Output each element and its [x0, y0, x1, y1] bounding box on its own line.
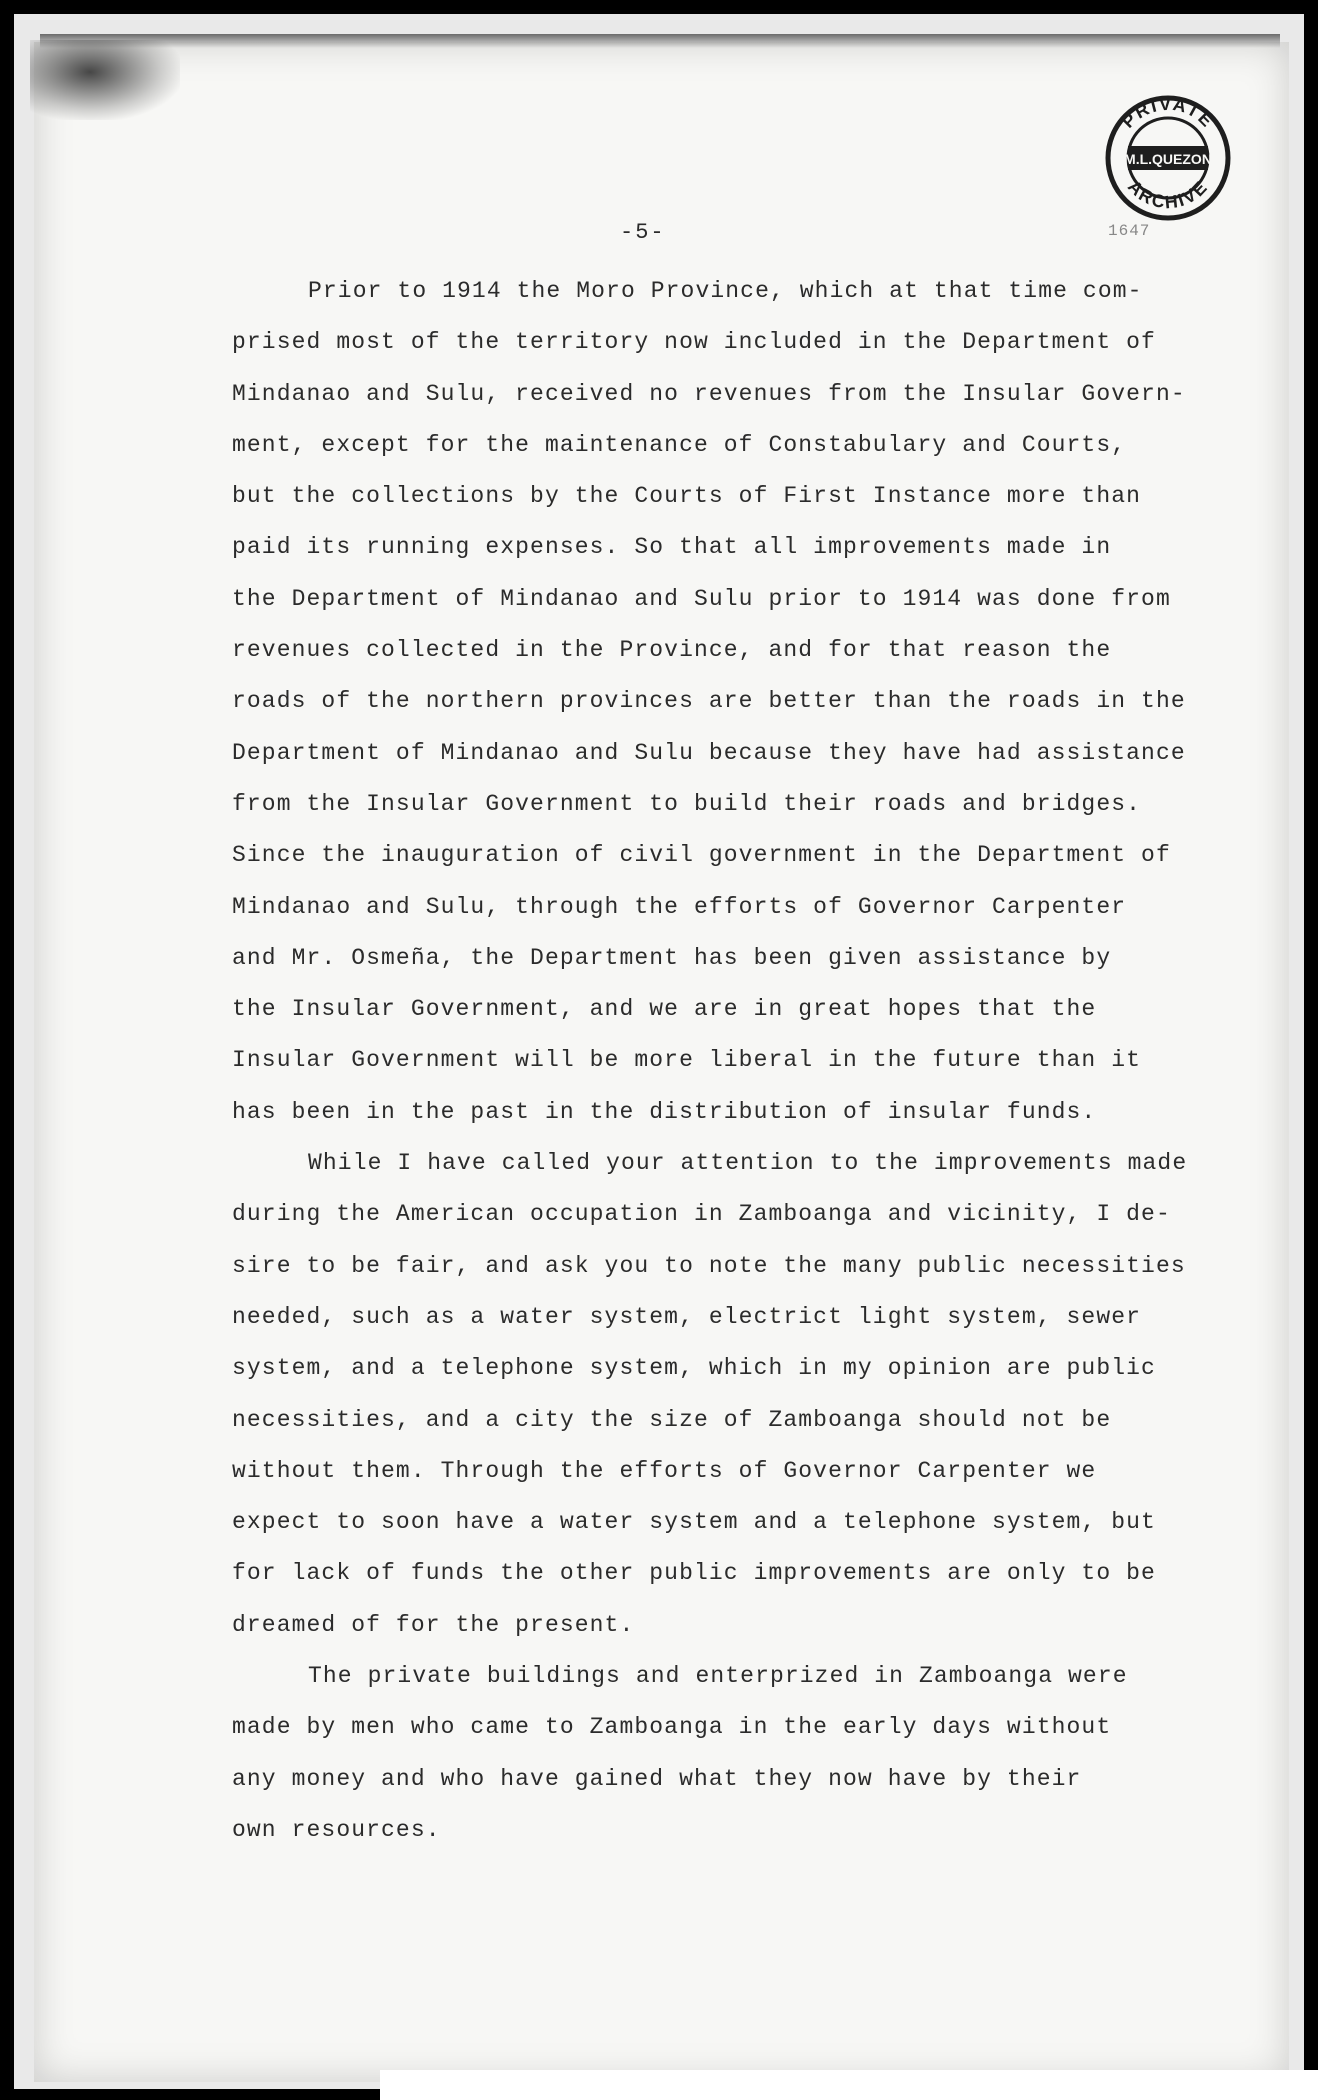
text-line: Mindanao and Sulu, through the efforts of Governor Carpenter — [232, 893, 1127, 920]
svg-text:PRIVATE: PRIVATE — [1117, 93, 1219, 132]
margin-note: 1647 — [1108, 222, 1151, 240]
paragraph — [232, 1651, 1212, 1856]
text-line: dreamed of for the present. — [232, 1611, 635, 1638]
text-line: has been in the past in the distribution of insular funds. — [232, 1098, 1097, 1125]
text-line: own resources. — [232, 1816, 441, 1843]
document-body — [232, 266, 1212, 1856]
text-line: sire to be fair, and ask you to note the many public necessities — [232, 1252, 1186, 1279]
text-line: roads of the northern provinces are better than the roads in the — [232, 688, 1186, 715]
ink-smudge — [30, 40, 180, 120]
svg-text:M.L.QUEZON: M.L.QUEZON — [1124, 151, 1212, 167]
text-line: made by men who came to Zamboanga in the early days without — [232, 1714, 1112, 1741]
text-line: Since the inauguration of civil government in the Department of — [232, 842, 1171, 869]
text-line: Mindanao and Sulu, received no revenues from the Insular Govern- — [232, 380, 1186, 407]
text-line: any money and who have gained what they now have by their — [232, 1765, 1082, 1792]
text-line: during the American occupation in Zamboanga and vicinity, I de- — [232, 1201, 1171, 1228]
text-line: paid its running expenses. So that all improvements made in — [232, 534, 1112, 561]
archive-stamp — [1102, 92, 1234, 224]
text-line: Prior to 1914 the Moro Province, which at that time com- — [308, 278, 1143, 304]
text-line: Department of Mindanao and Sulu because they have had assistance — [232, 739, 1186, 766]
text-line: prised most of the territory now included in the Department of — [232, 329, 1156, 356]
text-line: Insular Government will be more liberal in the future than it — [232, 1047, 1142, 1074]
text-line: but the collections by the Courts of First Instance more than — [232, 483, 1142, 510]
text-line: without them. Through the efforts of Governor Carpenter we — [232, 1457, 1097, 1484]
text-line: and Mr. Osmeña, the Department has been given assistance by — [232, 944, 1112, 971]
text-line: necessities, and a city the size of Zamboanga should not be — [232, 1406, 1112, 1433]
text-line: expect to soon have a water system and a telephone system, but — [232, 1509, 1156, 1536]
text-line: from the Insular Government to build their roads and bridges. — [232, 790, 1142, 817]
text-line: revenues collected in the Province, and for that reason the — [232, 637, 1112, 664]
text-line: the Insular Government, and we are in great hopes that the — [232, 996, 1097, 1023]
text-line: for lack of funds the other public improvements are only to be — [232, 1560, 1156, 1587]
text-line: needed, such as a water system, electrict light system, sewer — [232, 1303, 1142, 1330]
text-line: ment, except for the maintenance of Constabulary and Courts, — [232, 431, 1127, 458]
text-line: The private buildings and enterprized in Zamboanga were — [308, 1663, 1128, 1690]
bottom-label-strip — [380, 2070, 1318, 2100]
svg-text:ARCHIVE: ARCHIVE — [1123, 176, 1212, 213]
paragraph — [232, 266, 1212, 1138]
page-top-edge-shadow — [40, 34, 1280, 48]
paragraph — [232, 1138, 1212, 1651]
text-line: system, and a telephone system, which in my opinion are public — [232, 1355, 1156, 1382]
text-line: the Department of Mindanao and Sulu prior to 1914 was done from — [232, 585, 1171, 612]
text-line: While I have called your attention to the improvements made — [308, 1150, 1188, 1177]
page-number: -5- — [620, 220, 666, 245]
